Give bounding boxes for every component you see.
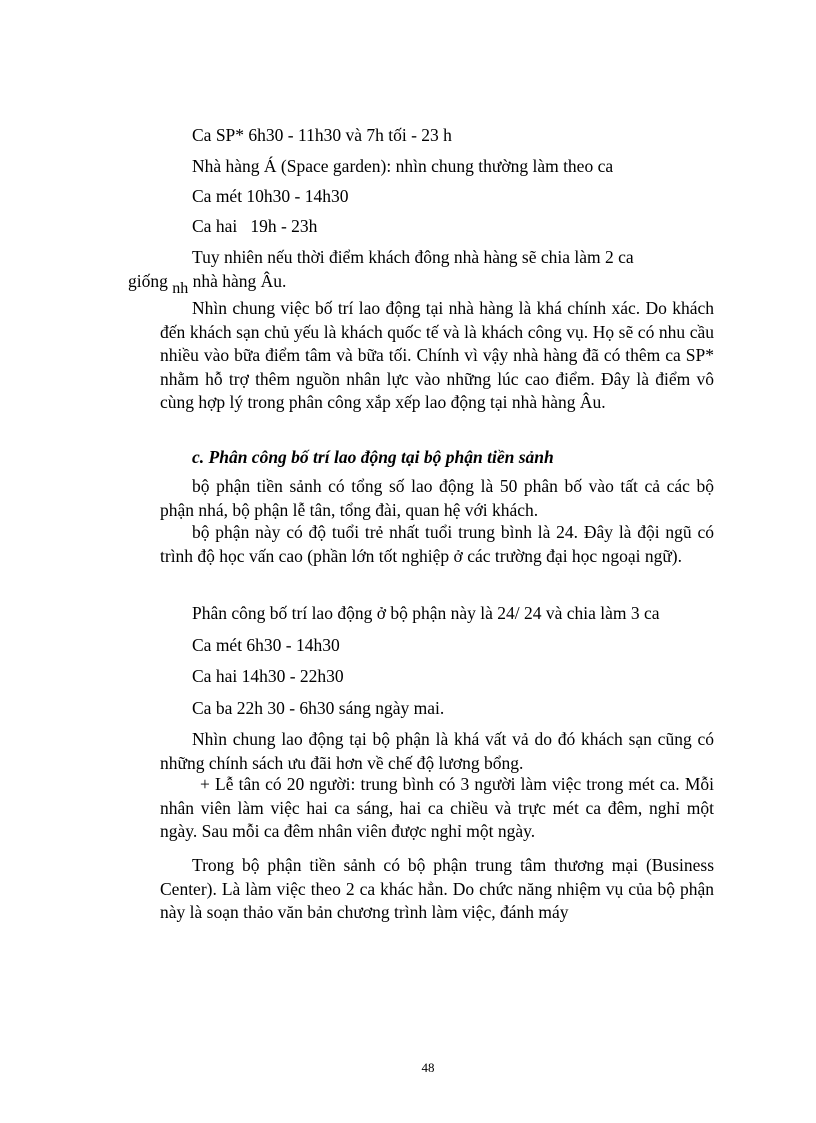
- page-number: 48: [421, 1060, 435, 1075]
- restaurant-a-line: Nhà hàng Á (Space garden): nhìn chung thường làm theo ca: [192, 156, 614, 176]
- shift-item-ba: Ca ba 22h 30 - 6h30 sáng ngày mai.: [192, 698, 445, 718]
- shift-line-sp: Ca SP* 6h30 - 11h30 và 7h tối - 23 h: [192, 125, 452, 145]
- paragraph-nhin-chung-1: Nhìn chung việc bố trí lao động tại nhà hàng là khá chính xác. Do khách đến khách sạn chủ yếu là khách quốc tế và là khách công vụ. Họ sẽ có nhu cầu nhiều vào bữa điểm tâm và bữa tối. Chính vì vậy nhà hàng đã có thêm ca SP* nhằm hỗ trợ thêm nguồn nhân lực vào những lúc cao điểm. Đây là điểm vô cùng hợp lý trong phân công xắp xếp lao động tại nhà hàng Âu.: [160, 298, 714, 412]
- shift-item-met: Ca mét 6h30 - 14h30: [192, 635, 340, 655]
- section-heading-c: c. Phân công bố trí lao động tại bộ phận tiền sảnh: [192, 447, 554, 467]
- paragraph-bo-phan-1: bộ phận tiền sảnh có tổng số lao động là 50 phân bố vào tất cả các bộ phận nhá, bộ phận lễ tân, tổng đài, quan hệ với khách.: [160, 476, 714, 520]
- phan-cong-line: Phân công bố trí lao động ở bộ phận này là 24/ 24 và chia làm 3 ca: [192, 603, 660, 623]
- paragraph-tuy-nhien-line2-end: nhà hàng Âu.: [192, 270, 287, 291]
- shift-item-hai: Ca hai 14h30 - 22h30: [192, 666, 344, 686]
- shift-line-met: Ca mét 10h30 - 14h30: [192, 186, 349, 206]
- shift-line-hai: Ca hai 19h - 23h: [192, 216, 318, 236]
- paragraph-bo-phan-2: bộ phận này có độ tuổi trẻ nhất tuổi trung bình là 24. Đây là đội ngũ có trình độ học vấn cao (phần lớn tốt nghiệp ở các trường đại học ngoại ngữ).: [160, 522, 714, 566]
- paragraph-tuy-nhien-line2-start: giống: [128, 270, 168, 291]
- paragraph-nhin-chung-2: Nhìn chung lao động tại bộ phận là khá vất vả do đó khách sạn cũng có những chính sách ưu đãi hơn về chế độ lương bổng.: [160, 729, 714, 773]
- paragraph-trong-bo-phan: Trong bộ phận tiền sảnh có bộ phận trung tâm thương mại (Business Center). Là làm việc theo 2 ca khác hẳn. Do chức năng nhiệm vụ của bộ phận này là soạn thảo văn bản chương trình làm việc, đánh máy: [160, 855, 714, 922]
- paragraph-tuy-nhien: [128, 246, 714, 297]
- paragraph-le-tan: + Lễ tân có 20 người: trung bình có 3 người làm việc trong mét ca. Mỗi nhân viên làm việc hai ca sáng, hai ca chiều và trực mét ca đêm, nghỉ một ngày. Sau mỗi ca đêm nhân viên được nghỉ một ngày.: [160, 774, 714, 841]
- paragraph-tuy-nhien-line1: Tuy nhiên nếu thời điểm khách đông nhà hàng sẽ chia làm 2 ca: [192, 247, 634, 267]
- paragraph-tuy-nhien-sub: nh: [172, 279, 189, 297]
